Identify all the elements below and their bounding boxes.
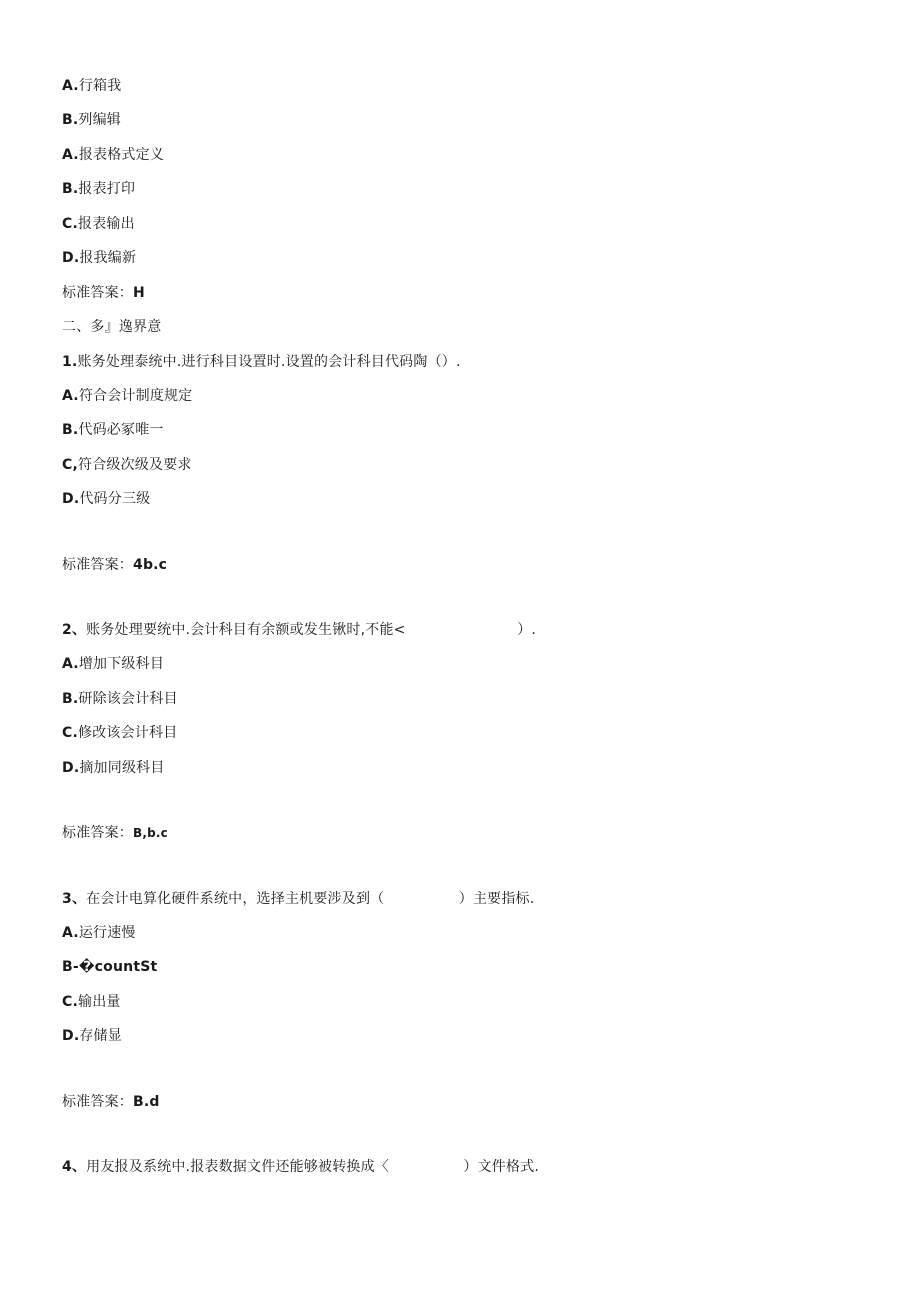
option-prefix: A.: [62, 388, 79, 404]
option-c: [62, 456, 192, 474]
answer-line: [62, 824, 168, 842]
option-text: 报表格式定义: [78, 147, 165, 163]
option-text: 符合级次级及要求: [78, 457, 192, 473]
option-text: 符合会计制度规定: [78, 388, 193, 404]
answer-value: 4b.c: [133, 557, 168, 573]
option-text: 增加下级科目: [78, 656, 165, 672]
answer-line: [62, 1093, 160, 1111]
answer-label: 标准答案：: [62, 285, 133, 301]
question-text: 在会计电算化硬件系统中，选择主机要涉及到（ ）主要指标.: [86, 891, 535, 907]
option-d: [62, 1027, 122, 1045]
question-number: 2、: [62, 622, 87, 638]
answer-line: [62, 556, 167, 574]
answer-label: 标准答案：: [62, 825, 133, 841]
option-prefix: A.: [62, 147, 79, 163]
option-c: [62, 993, 121, 1011]
option-b: [62, 180, 135, 198]
question-text: 账务处理泰统中.进行科目设置时.设置的会计科目代码陶（）.: [77, 354, 461, 370]
question-number: 3、: [62, 891, 87, 907]
option-prefix: B.: [62, 422, 79, 438]
answer-value: B.d: [133, 1094, 160, 1110]
option-a: [62, 77, 121, 95]
option-a: [62, 655, 164, 673]
option-prefix: B.: [62, 112, 79, 128]
option-text: 输出量: [78, 994, 121, 1010]
answer-line: [62, 284, 145, 302]
answer-value: B,b.c: [133, 826, 168, 840]
option-text: 修改该会计科目: [78, 725, 178, 741]
option-prefix: B-: [62, 959, 79, 975]
option-b: [62, 690, 178, 708]
question-1: [62, 353, 461, 371]
option-d: [62, 490, 150, 508]
option-a: [62, 146, 164, 164]
option-text: 列编辑: [78, 112, 121, 128]
option-text: 行箱我: [78, 78, 122, 94]
question-text: 用友报及系统中.报表数据文件还能够被转换成〈 ）文件格式.: [86, 1159, 540, 1175]
question-number: 1.: [62, 354, 78, 370]
option-prefix: C.: [62, 994, 78, 1010]
option-c: [62, 724, 177, 742]
section-heading: 二、多』逸界意: [62, 319, 162, 335]
option-text: 存储显: [79, 1028, 122, 1044]
option-text: 摘加同级科目: [79, 760, 165, 776]
option-prefix: C.: [62, 725, 78, 741]
option-text: �countSt: [78, 959, 158, 975]
option-b: [62, 958, 157, 976]
option-c: [62, 215, 135, 233]
answer-value: H: [133, 285, 145, 301]
question-3: [62, 890, 534, 908]
option-prefix: D.: [62, 250, 80, 266]
option-prefix: A.: [62, 925, 79, 941]
option-text: 报我编新: [79, 250, 137, 266]
option-prefix: B.: [62, 691, 79, 707]
option-prefix: A.: [62, 656, 79, 672]
option-text: 报表输出: [78, 216, 135, 232]
option-prefix: C.: [62, 216, 78, 232]
option-prefix: C,: [62, 457, 78, 473]
option-prefix: B.: [62, 181, 79, 197]
option-text: 代码必冢唯一: [78, 422, 164, 438]
question-2: [62, 621, 536, 639]
option-b: [62, 421, 164, 439]
question-number: 4、: [62, 1159, 87, 1175]
option-prefix: D.: [62, 1028, 80, 1044]
option-b: [62, 111, 121, 129]
answer-label: 标准答案：: [62, 557, 133, 573]
answer-label: 标准答案：: [62, 1094, 133, 1110]
question-text: 账务处理要统中.会计科目有余额或发生锹时,不能< ）.: [86, 622, 537, 638]
option-text: 代码分三级: [79, 491, 151, 507]
option-a: [62, 387, 192, 405]
option-d: [62, 759, 165, 777]
option-prefix: A.: [62, 78, 79, 94]
question-4: [62, 1158, 539, 1176]
option-prefix: D.: [62, 491, 80, 507]
option-a: [62, 924, 136, 942]
option-prefix: D.: [62, 760, 80, 776]
option-text: 运行速慢: [78, 925, 136, 941]
option-d: [62, 249, 136, 267]
option-text: 研除该会计科目: [78, 691, 178, 707]
option-text: 报表打印: [78, 181, 136, 197]
